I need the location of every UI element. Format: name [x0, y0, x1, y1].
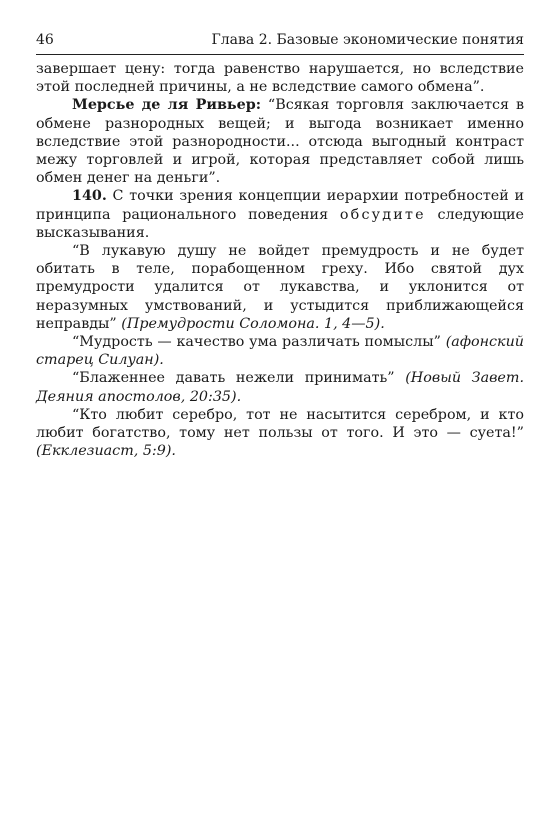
- quote-text: “В лукавую душу не войдет премудрость и не будет обитать в теле, порабощенном греху. Ибо святой дух премудрости удалится от лукавства, и уклонится от неразумных умствований, и устыдится приближающейся неправды”: [36, 243, 524, 332]
- task-text-b: следующие высказывания.: [36, 206, 524, 241]
- quote-silouan: [36, 333, 524, 369]
- quote-source: (Екклезиаст, 5:9).: [36, 443, 176, 460]
- quote-wisdom-solomon: [36, 242, 524, 333]
- quote-ecclesiastes: [36, 406, 524, 461]
- quote-source: (Новый Завет. Деяния апостолов, 20:35).: [36, 370, 524, 405]
- header-rule: [36, 54, 524, 55]
- quote-text: “Кто любит серебро, тот не насытится серебром, и кто любит богатство, тому нет пользы от того. И это — суета!”: [36, 406, 524, 442]
- page-body: [36, 60, 524, 460]
- quote-source: (афонский старец Силуан).: [36, 334, 525, 369]
- task-text-a: С точки зрения концепции иерархии потребностей и принципа рационального поведения: [36, 188, 524, 223]
- quote-text: “Блаженнее давать нежели принимать”: [72, 370, 395, 387]
- paragraph-mercier: [36, 96, 524, 187]
- running-title: Глава 2. Базовые экономические понятия: [211, 32, 524, 48]
- task-verb: обсудите: [339, 206, 426, 223]
- task-number: 140.: [72, 188, 107, 205]
- paragraph-continuation: завершает цену: тогда равенство нарушается, но вследствие этой последней причины, а не вследствие самого обмена”.: [36, 61, 524, 96]
- task-140: [36, 187, 524, 242]
- quote-source: (Премудрости Соломона. 1, 4—5).: [116, 315, 385, 332]
- page-number: 46: [36, 32, 54, 48]
- page-header: [36, 32, 524, 52]
- quote-author: Мерсье де ля Ривьер:: [72, 97, 262, 114]
- quote-text: “Мудрость — качество ума различать помыслы”: [72, 334, 441, 351]
- quote-acts: [36, 369, 524, 405]
- quote-text: “Всякая торговля заключается в обмене разнородных вещей; и выгода возникает именно вследствие этой разнородности... отсюда выгодный контраст межу торговлей и игрой, которая представляет собой лишь обмен денег на деньги”.: [36, 97, 524, 187]
